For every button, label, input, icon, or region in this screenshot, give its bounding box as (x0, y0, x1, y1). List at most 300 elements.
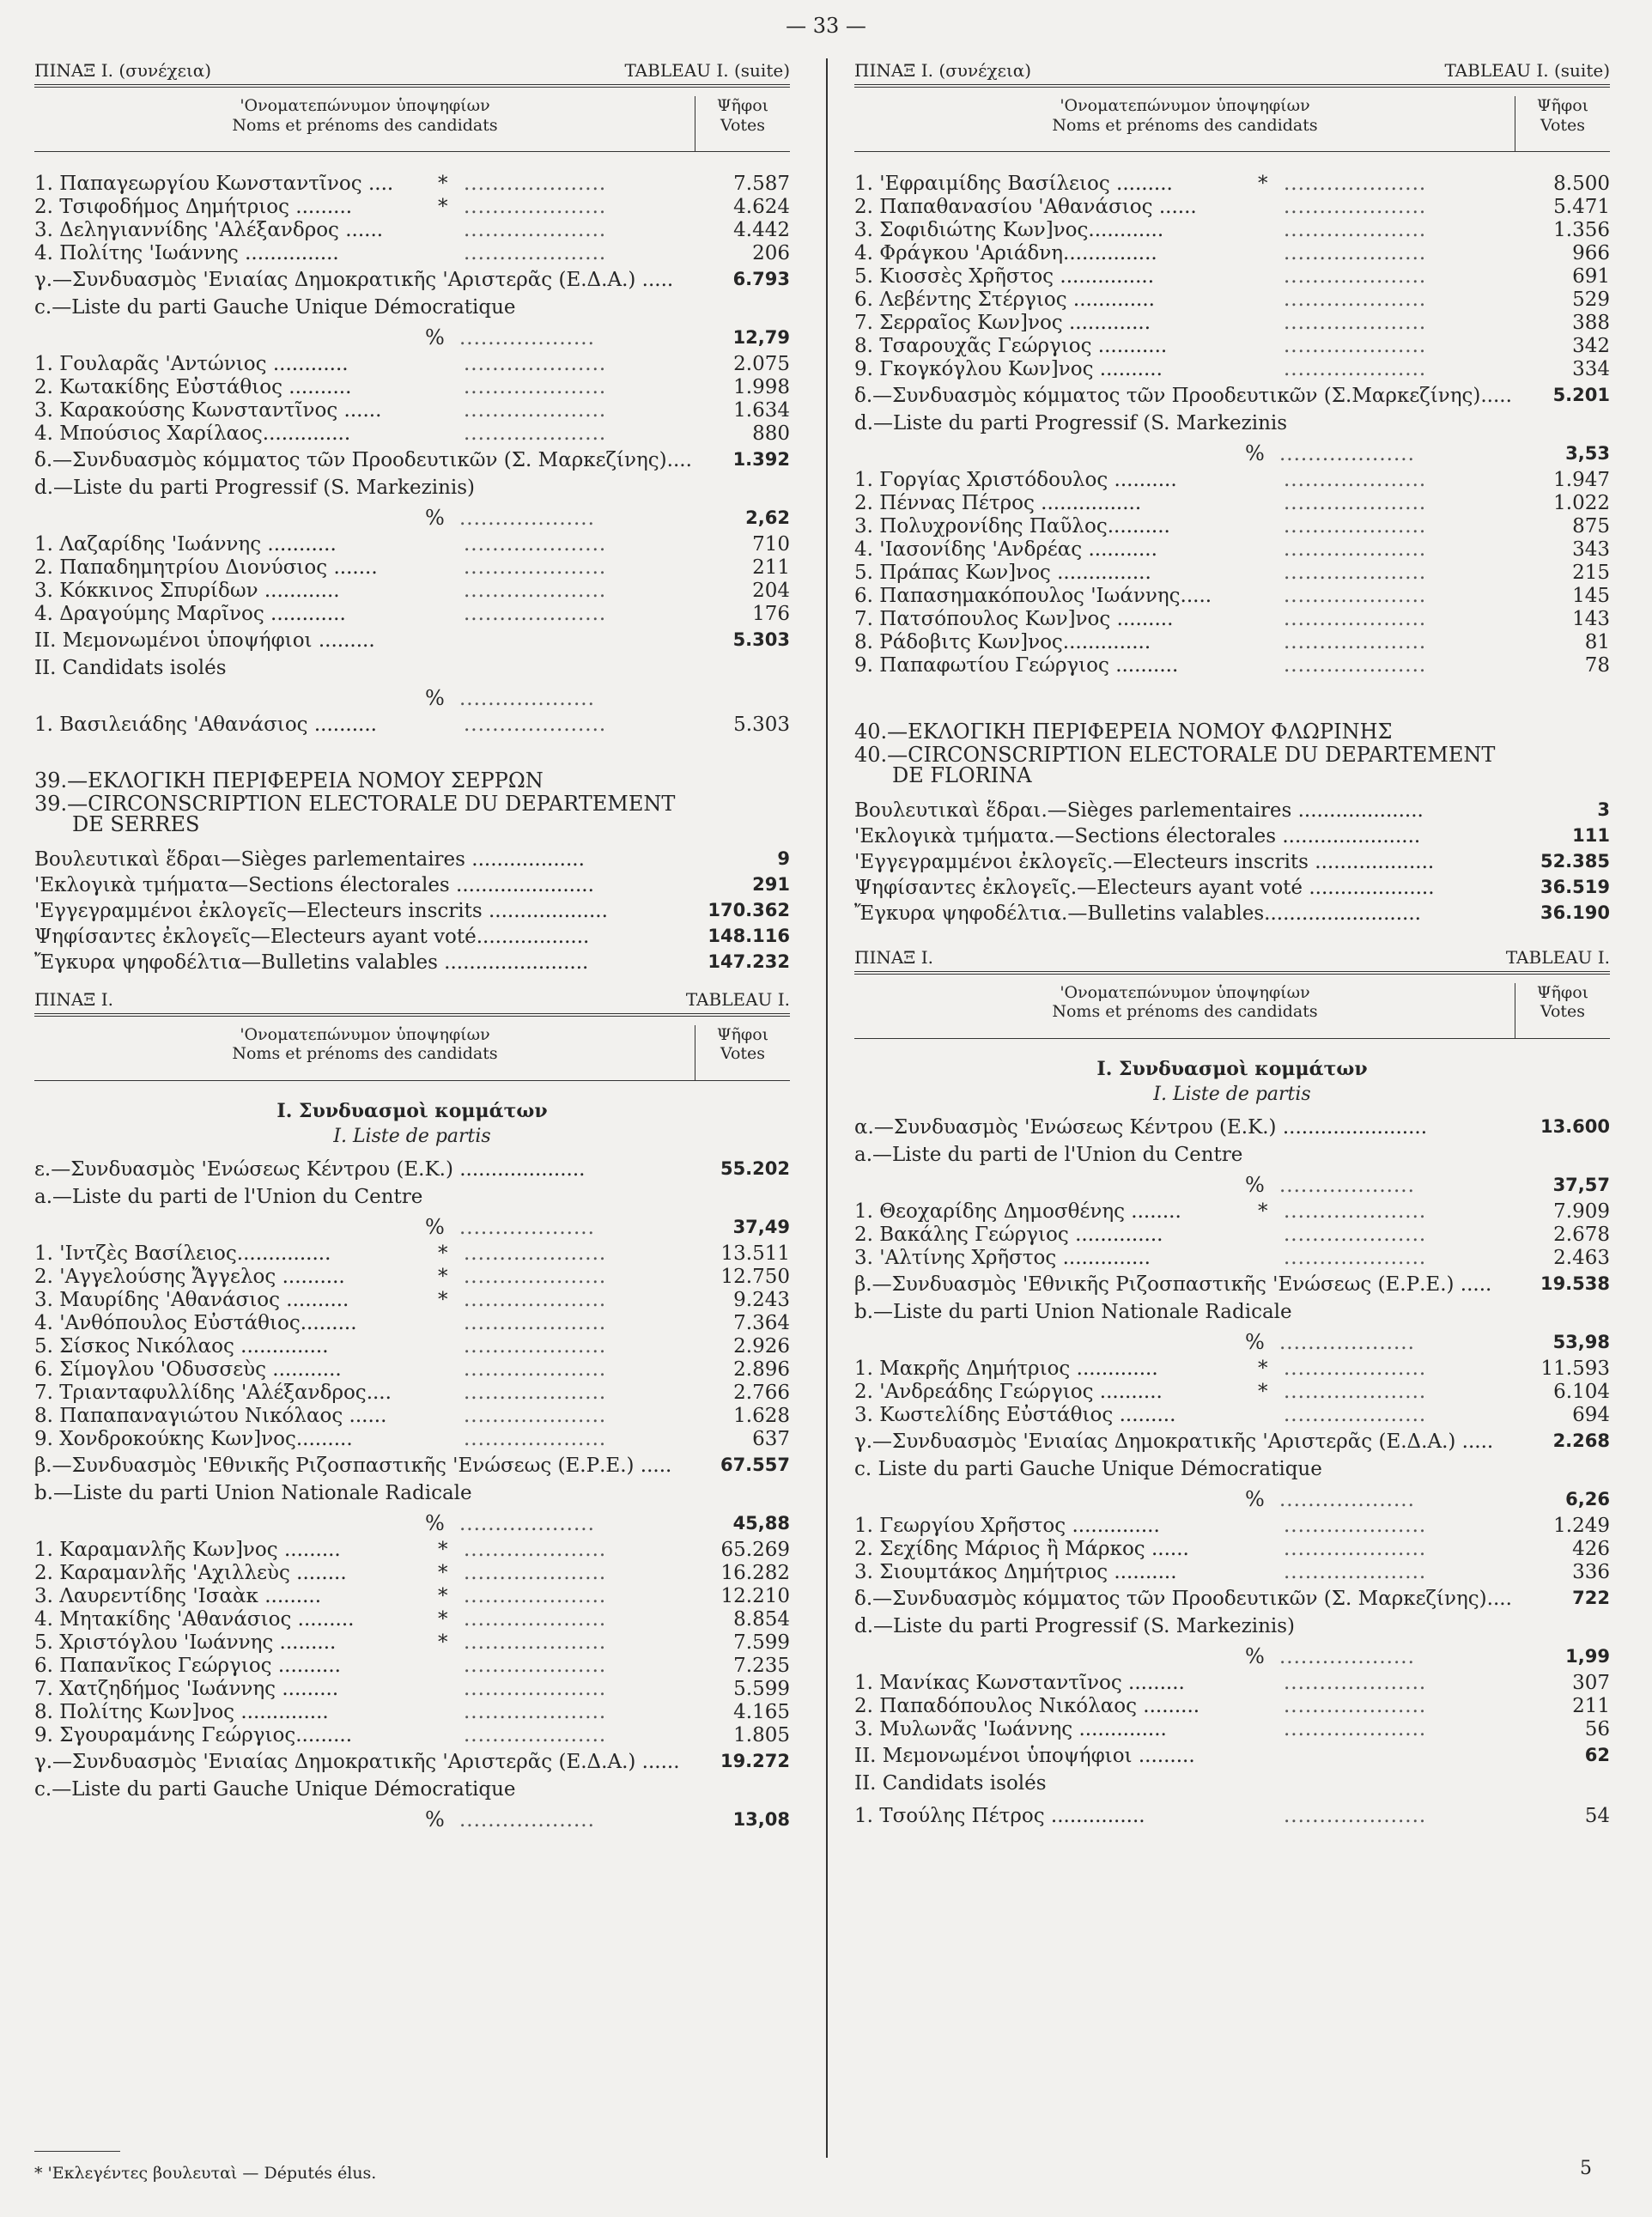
candidate-votes: 12.750 (720, 1265, 790, 1288)
table-label-fr: TABLEAU I. (1505, 946, 1610, 968)
candidate-votes: 2.766 (733, 1381, 790, 1404)
percent-value: 6,26 (1565, 1488, 1610, 1509)
candidate-row (34, 1289, 790, 1312)
elected-marker: * (438, 1242, 448, 1265)
candidate-list (854, 1358, 1610, 1427)
leader-dots: .................... (464, 714, 607, 736)
candidate-name: 2. Παπαδόπουλος Νικόλαος ......... (854, 1694, 1200, 1717)
candidate-name: 7. Χατζηδήμος 'Ιωάννης ......... (34, 1677, 339, 1700)
votes-header-gr: Ψῆφοι (716, 96, 769, 115)
candidate-votes: 12.210 (720, 1584, 790, 1607)
district-title-fr-cont: DE SERRES (72, 811, 200, 836)
votes-column-header (695, 1025, 790, 1080)
party-votes: 2.268 (1552, 1430, 1610, 1451)
leader-dots: .................... (1284, 196, 1427, 218)
party-heading (34, 1747, 790, 1775)
leader-dots: .................... (464, 1427, 607, 1450)
leader-dots: .................... (1284, 538, 1427, 561)
candidate-row (854, 492, 1610, 515)
candidate-votes: 307 (1572, 1671, 1610, 1694)
votes-column-header (695, 96, 790, 151)
candidate-votes: 336 (1572, 1560, 1610, 1583)
candidate-row (854, 1718, 1610, 1741)
candidate-votes: 5.599 (733, 1677, 790, 1700)
candidate-list (854, 1515, 1610, 1584)
party-percent: % ................... 37,49 (425, 1214, 790, 1239)
leader-dots: .................... (464, 399, 607, 422)
candidates-column-header (854, 983, 1515, 1023)
candidate-list (34, 533, 790, 626)
candidate-name: 1. Μανίκας Κωνσταντῖνος ......... (854, 1671, 1185, 1694)
candidate-votes: 215 (1572, 562, 1610, 584)
stat-value: 148.116 (708, 925, 790, 946)
candidate-row (34, 242, 790, 265)
candidate-votes: 4.442 (733, 219, 790, 241)
leader-dots: .................... (1284, 1717, 1427, 1740)
candidate-row (854, 608, 1610, 631)
party-heading (854, 381, 1610, 409)
stat-value: 52.385 (1540, 850, 1610, 872)
candidate-row (34, 714, 790, 737)
party-percent: % ................... 3,53 (1245, 441, 1610, 465)
isolated-heading-gr: II. Μεμονωμένοι ὑποψήφιοι ......... (854, 1744, 1195, 1767)
leader-dots: .................... (464, 1334, 607, 1358)
party-votes: 1.392 (732, 449, 790, 470)
leader-dots: .................... (464, 376, 607, 398)
stat-value: 3 (1597, 799, 1610, 820)
candidate-votes: 176 (752, 603, 790, 625)
candidate-name: 1. Λαζαρίδης 'Ιωάννης ........... (34, 533, 337, 556)
candidate-votes: 1.022 (1553, 492, 1610, 514)
party-name-fr: d.—Liste du parti Progressif (S. Markezinis) (854, 1614, 1296, 1637)
candidate-votes: 5.471 (1553, 196, 1610, 218)
candidate-row (34, 219, 790, 242)
party-heading (34, 1155, 790, 1182)
percent-value: 13,08 (732, 1808, 790, 1830)
stat-row (854, 823, 1610, 849)
candidate-list (854, 1805, 1610, 1828)
candidate-name: 3. Μυλωνᾶς 'Ιωάννης .............. (854, 1717, 1167, 1740)
isolated-heading (34, 626, 790, 653)
votes-header-gr: Ψῆφοι (1536, 96, 1589, 115)
stat-label: 'Εκλογικὰ τμήματα.—Sections électorales ...................... (854, 824, 1421, 847)
party-name-gr: γ.—Συνδυασμὸς 'Ενιαίας Δημοκρατικῆς 'Αριστερᾶς (Ε.Δ.Α.) ...... (34, 1750, 680, 1773)
candidate-name: 1. Θεοχαρίδης Δημοσθένης ........ (854, 1200, 1181, 1223)
candidate-row (34, 399, 790, 422)
leader-dots: .................... (464, 1607, 607, 1631)
candidate-row (854, 1200, 1610, 1224)
candidate-name: 2. Τσιφοδήμος Δημήτριος ......... (34, 196, 353, 218)
candidate-votes: 1.628 (733, 1404, 790, 1427)
votes-column-header (1515, 983, 1610, 1038)
candidate-name: 8. Παπαπαναγιώτου Νικόλαος ...... (34, 1404, 387, 1427)
leader-dots: .................... (1284, 312, 1427, 334)
candidate-row (854, 219, 1610, 242)
candidate-name: 4. Φράγκου 'Αριάδνη............... (854, 242, 1157, 264)
leader-dots: .................... (464, 1288, 607, 1311)
leader-dots: .................... (1284, 1694, 1427, 1717)
candidate-name: 1. Γεωργίου Χρῆστος .............. (854, 1514, 1160, 1537)
candidate-name: 5. Πράπας Κων]νος ............... (854, 562, 1151, 584)
leader-dots: .................... (464, 1381, 607, 1404)
table-label-fr: TABLEAU I. (suite) (1444, 60, 1610, 81)
leader-dots: .................... (464, 1242, 607, 1265)
stat-label: 'Εγγεγραμμένοι ἐκλογεῖς—Electeurs inscrits ................... (34, 899, 608, 922)
candidate-row (34, 173, 790, 196)
percent-value: 2,62 (745, 507, 790, 528)
party-votes: 55.202 (720, 1157, 790, 1179)
candidate-name: 5. Κιοσσὲς Χρῆστος ............... (854, 265, 1155, 288)
stat-row (854, 849, 1610, 875)
candidate-votes: 7.599 (733, 1631, 790, 1654)
leader-dots: .................... (1284, 358, 1427, 380)
table-header-line (854, 945, 1610, 971)
candidate-name: 4. 'Ιασονίδης 'Ανδρέας ........... (854, 538, 1157, 561)
percent-value: 1,99 (1565, 1645, 1610, 1667)
candidate-name: 2. Παπαθανασίου 'Αθανάσιος ...... (854, 196, 1197, 218)
candidate-list (34, 353, 790, 446)
candidate-name: 6. Λεβέντης Στέργιος ............. (854, 289, 1155, 311)
party-heading (854, 1427, 1610, 1455)
candidate-name: 4. Μπούσιος Χαρίλαος.............. (34, 422, 351, 445)
stat-row (34, 950, 790, 975)
party-name-fr: c.—Liste du parti Gauche Unique Démocratique (34, 296, 516, 319)
table-header-line (854, 58, 1610, 84)
candidate-row (34, 353, 790, 376)
candidate-row (854, 585, 1610, 608)
leader-dots: .................... (464, 1631, 607, 1654)
candidate-row (34, 1585, 790, 1608)
table-label-fr: TABLEAU I. (suite) (624, 60, 790, 81)
candidate-votes: 145 (1572, 585, 1610, 607)
leader-dots: .................... (464, 353, 607, 375)
candidate-name: 3. 'Αλτίνης Χρῆστος .............. (854, 1246, 1151, 1269)
candidate-row (34, 1562, 790, 1585)
candidate-row (34, 1655, 790, 1678)
party-percent: % ................... 53,98 (1245, 1329, 1610, 1354)
percent-value: 53,98 (1552, 1331, 1610, 1352)
candidate-row (854, 1538, 1610, 1561)
party-votes: 6.793 (732, 269, 790, 289)
candidate-row (854, 173, 1610, 196)
candidate-votes: 1.805 (733, 1723, 790, 1746)
candidate-votes: 710 (752, 533, 790, 556)
folio-number: 5 (1580, 2158, 1592, 2179)
candidates-header-fr: Noms et prénoms des candidats (1052, 115, 1318, 135)
leader-dots: .................... (1284, 585, 1427, 607)
leader-dots: .................... (1284, 1560, 1427, 1583)
candidate-name: 3. Πολυχρονίδης Παῦλος.......... (854, 515, 1170, 538)
elected-marker: * (438, 173, 448, 195)
candidate-row (34, 1608, 790, 1631)
candidate-name: 5. Χριστόγλου 'Ιωάννης ......... (34, 1631, 337, 1654)
candidate-row (34, 1312, 790, 1335)
candidate-row (854, 515, 1610, 538)
candidate-name: 7. Πατσόπουλος Κων]νος ......... (854, 608, 1174, 630)
candidate-row (34, 533, 790, 556)
leader-dots: .................... (1284, 242, 1427, 264)
candidate-name: 4. Μητακίδης 'Αθανάσιος ......... (34, 1607, 355, 1631)
party-percent: % ................... 1,99 (1245, 1643, 1610, 1668)
candidate-votes: 9.243 (733, 1288, 790, 1311)
candidate-row (34, 580, 790, 603)
candidate-votes: 13.511 (720, 1242, 790, 1265)
left-column (34, 58, 790, 1835)
candidate-row (854, 1247, 1610, 1270)
candidate-votes: 1.356 (1553, 219, 1610, 241)
candidate-name: 4. Δραγούμης Μαρῖνος ............ (34, 603, 346, 625)
district-stats (854, 798, 1610, 926)
candidate-row (854, 1358, 1610, 1381)
candidate-votes: 7.235 (733, 1654, 790, 1677)
candidate-row (34, 376, 790, 399)
isolated-votes: 5.303 (732, 629, 790, 650)
candidate-name: 6. Σίμογλου 'Οδυσσεὺς ........... (34, 1358, 342, 1381)
candidate-list (854, 1672, 1610, 1741)
candidate-name: 7. Σερραῖος Κων]νος ............. (854, 312, 1151, 334)
candidate-votes: 56 (1584, 1717, 1610, 1740)
leader-dots: .................... (1284, 1380, 1427, 1403)
party-name-gr: δ.—Συνδυασμὸς κόμματος τῶν Προοδευτικῶν (Σ. Μαρκεζίνης).... (854, 1587, 1512, 1610)
party-name-gr: ε.—Συνδυασμὸς 'Ενώσεως Κέντρου (Ε.Κ.) .................... (34, 1157, 586, 1181)
candidates-header-fr: Noms et prénoms des candidats (232, 1044, 498, 1064)
candidate-row (854, 654, 1610, 677)
leader-dots: .................... (464, 219, 607, 241)
section-heading-fr: I. Liste de partis (333, 1125, 491, 1147)
district-title-fr: 39.—CIRCONSCRIPTION ELECTORALE DU DEPARTEMENT (34, 791, 676, 816)
leader-dots: .................... (1284, 469, 1427, 491)
candidate-name: 9. Σγουραμάνης Γεώργιος......... (34, 1723, 353, 1746)
party-percent: % ................... 45,88 (425, 1510, 790, 1535)
candidate-name: 1. Παπαγεωργίου Κωνσταντῖνος .... (34, 173, 394, 195)
candidate-name: 1. Μακρῆς Δημήτριος ............. (854, 1357, 1158, 1380)
candidate-row (854, 1695, 1610, 1718)
candidate-votes: 211 (1572, 1694, 1610, 1717)
candidate-name: 3. Σοφιδιώτης Κων]νος............ (854, 219, 1164, 241)
party-name-fr: d.—Liste du parti Progressif (S. Markezinis (854, 412, 1288, 434)
candidate-name: 3. Λαυρεντίδης 'Ισαὰκ ......... (34, 1584, 322, 1607)
elected-marker: * (438, 1607, 448, 1631)
candidate-name: 2. 'Ανδρεάδης Γεώργιος .......... (854, 1380, 1163, 1403)
stat-value: 147.232 (708, 951, 790, 972)
candidate-name: 8. Ράδοβιτς Κων]νος.............. (854, 631, 1151, 653)
party-heading (34, 1451, 790, 1479)
party-name-gr: γ.—Συνδυασμὸς 'Ενιαίας Δημοκρατικῆς 'Αριστερᾶς (Ε.Δ.Α.) ..... (854, 1430, 1494, 1453)
column-divider (826, 58, 828, 2158)
stat-value: 170.362 (708, 899, 790, 920)
candidate-votes: 8.854 (733, 1607, 790, 1631)
candidate-votes: 8.500 (1553, 173, 1610, 195)
party-percent: % ................... 2,62 (425, 506, 790, 530)
candidate-row (854, 1561, 1610, 1584)
leader-dots: .................... (1284, 1537, 1427, 1560)
candidate-name: 8. Τσαρουχᾶς Γεώργιος ........... (854, 335, 1168, 357)
elected-marker: * (438, 1584, 448, 1607)
candidate-name: 2. Κωτακίδης Εὐστάθιος .......... (34, 376, 352, 398)
votes-header-fr: Votes (1540, 115, 1586, 135)
candidate-votes: 4.624 (733, 196, 790, 218)
leader-dots: .................... (1284, 335, 1427, 357)
candidates-header-gr: 'Ονοματεπώνυμον ὑποψηφίων (1060, 982, 1310, 1002)
candidate-votes: 2.896 (733, 1358, 790, 1381)
candidate-list (34, 1539, 790, 1747)
candidate-name: 3. Μαυρίδης 'Αθανάσιος .......... (34, 1288, 349, 1311)
stat-label: Ψηφίσαντες ἐκλογεῖς—Electeurs ayant voté.................. (34, 925, 590, 948)
candidates-column-header (34, 96, 695, 136)
leader-dots: .................... (1284, 562, 1427, 584)
candidate-votes: 81 (1584, 631, 1610, 653)
candidate-votes: 426 (1572, 1537, 1610, 1560)
candidate-name: 1. Βασιλειάδης 'Αθανάσιος .......... (34, 714, 377, 736)
table-label-fr: TABLEAU I. (685, 988, 790, 1010)
elected-marker: * (1258, 1357, 1268, 1380)
district-stats (34, 847, 790, 975)
district-title-fr: 40.—CIRCONSCRIPTION ELECTORALE DU DEPARTEMENT (854, 742, 1496, 767)
candidate-votes: 7.587 (733, 173, 790, 195)
party-name-gr: δ.—Συνδυασμὸς κόμματος τῶν Προοδευτικῶν (Σ. Μαρκεζίνης).... (34, 449, 692, 471)
party-votes: 67.557 (720, 1454, 790, 1475)
candidate-name: 9. Παπαφωτίου Γεώργιος .......... (854, 654, 1179, 677)
stat-row (34, 847, 790, 872)
candidate-row (34, 422, 790, 446)
candidate-name: 8. Πολίτης Κων]νος .............. (34, 1700, 329, 1723)
candidate-name: 4. 'Ανθόπουλος Εὐστάθιος......... (34, 1311, 357, 1334)
candidate-votes: 143 (1572, 608, 1610, 630)
stat-label: Βουλευτικαὶ ἕδραι.—Sièges parlementaires .................... (854, 799, 1424, 822)
candidate-row (854, 358, 1610, 381)
right-column (854, 58, 1610, 1828)
elected-marker: * (438, 1631, 448, 1654)
leader-dots: .................... (464, 603, 607, 625)
candidate-votes: 388 (1572, 312, 1610, 334)
candidate-name: 9. Χονδροκούκης Κων]νος......... (34, 1427, 353, 1450)
candidate-list (854, 173, 1610, 381)
candidate-votes: 880 (752, 422, 790, 445)
candidate-name: 3. Σιουμτάκος Δημήτριος .......... (854, 1560, 1177, 1583)
candidate-name: 9. Γκογκόγλου Κων]νος .......... (854, 358, 1163, 380)
section-heading-gr: Ι. Συνδυασμοὶ κομμάτων (276, 1099, 548, 1122)
candidate-list (854, 469, 1610, 677)
leader-dots: .................... (1284, 173, 1427, 195)
candidate-name: 3. Κωστελίδης Εὐστάθιος ......... (854, 1403, 1176, 1426)
party-votes: 5.201 (1552, 385, 1610, 405)
candidate-row (854, 196, 1610, 219)
candidate-name: 2. Παπαδημητρίου Διονύσιος ....... (34, 556, 378, 579)
candidate-votes: 334 (1572, 358, 1610, 380)
party-name-gr: δ.—Συνδυασμὸς κόμματος τῶν Προοδευτικῶν (Σ.Μαρκεζίνης)..... (854, 385, 1512, 407)
district-title-fr-cont: DE FLORINA (892, 762, 1032, 787)
candidate-votes: 529 (1572, 289, 1610, 311)
leader-dots: .................... (464, 1265, 607, 1288)
party-heading (854, 1584, 1610, 1612)
candidate-name: 1. 'Εφραιμίδης Βασίλειος ......... (854, 173, 1173, 195)
leader-dots: .................... (1284, 265, 1427, 288)
table-header-line (34, 58, 790, 84)
candidate-row (34, 1678, 790, 1701)
candidate-row (854, 562, 1610, 585)
candidate-votes: 691 (1572, 265, 1610, 288)
stat-value: 111 (1572, 824, 1610, 846)
candidate-name: 4. Πολίτης 'Ιωάννης ............... (34, 242, 339, 264)
stat-label: Ἔγκυρα ψηφοδέλτια.—Bulletins valables......................... (854, 902, 1421, 925)
table-label-gr: ΠΙΝΑΞ Ι. (συνέχεια) (854, 60, 1032, 81)
candidates-column-header (34, 1025, 695, 1065)
district-title-gr: 40.—ΕΚΛΟΓΙΚΗ ΠΕΡΙΦΕΡΕΙΑ ΝΟΜΟΥ ΦΛΩΡΙΝΗΣ (854, 720, 1393, 744)
leader-dots: .................... (1284, 654, 1427, 677)
leader-dots: .................... (1284, 289, 1427, 311)
candidate-votes: 342 (1572, 335, 1610, 357)
candidate-name: 2. Σεχίδης Μάριος ἢ Μάρκος ...... (854, 1537, 1189, 1560)
elected-marker: * (438, 1265, 448, 1288)
leader-dots: .................... (1284, 1514, 1427, 1537)
party-percent: % ................... 12,79 (425, 325, 790, 349)
leader-dots: .................... (464, 173, 607, 195)
stat-label: 'Εκλογικὰ τμήματα—Sections électorales ...................... (34, 873, 594, 896)
leader-dots: .................... (1284, 515, 1427, 538)
candidate-row (34, 1701, 790, 1724)
stat-row (34, 872, 790, 898)
table-column-header (34, 84, 790, 152)
isolated-heading-fr: II. Candidats isolés (854, 1771, 1047, 1795)
leader-dots: .................... (464, 196, 607, 218)
candidate-name: 2. 'Αγγελούσης Ἄγγελος .......... (34, 1265, 345, 1288)
candidates-header-gr: 'Ονοματεπώνυμον ὑποψηφίων (240, 96, 490, 115)
section-heading-fr: I. Liste de partis (1153, 1083, 1311, 1105)
votes-header-gr: Ψῆφοι (1536, 982, 1589, 1002)
leader-dots: .................... (464, 1404, 607, 1427)
candidate-list (854, 1200, 1610, 1270)
party-heading (854, 1113, 1610, 1140)
candidate-list (34, 173, 790, 265)
district-title-gr: 39.—ΕΚΛΟΓΙΚΗ ΠΕΡΙΦΕΡΕΙΑ ΝΟΜΟΥ ΣΕΡΡΩΝ (34, 768, 544, 793)
party-percent: % ................... 37,57 (1245, 1172, 1610, 1197)
candidate-votes: 6.104 (1553, 1380, 1610, 1403)
candidate-votes: 54 (1584, 1804, 1610, 1827)
stat-label: Βουλευτικαὶ ἕδραι—Sièges parlementaires .................. (34, 847, 585, 871)
leader-dots: .................... (464, 1358, 607, 1381)
candidates-header-fr: Noms et prénoms des candidats (232, 115, 498, 135)
candidate-name: 2. Καραμανλῆς 'Αχιλλεὺς ........ (34, 1561, 347, 1584)
candidate-votes: 875 (1572, 515, 1610, 538)
leader-dots: .................... (464, 580, 607, 602)
stat-row (34, 898, 790, 924)
candidate-row (34, 556, 790, 580)
leader-dots: .................... (1284, 219, 1427, 241)
candidate-row (34, 1539, 790, 1562)
candidate-list (34, 714, 790, 737)
leader-dots: .................... (464, 1677, 607, 1700)
leader-dots: .................... (1284, 1223, 1427, 1246)
table-column-header (854, 84, 1610, 152)
candidate-votes: 2.678 (1553, 1223, 1610, 1246)
candidates-column-header (854, 96, 1515, 136)
table-label-gr: ΠΙΝΑΞ Ι. (συνέχεια) (34, 60, 212, 81)
leader-dots: .................... (464, 422, 607, 445)
percent-value: 37,57 (1552, 1174, 1610, 1195)
party-name-fr: a.—Liste du parti de l'Union du Centre (854, 1143, 1243, 1166)
footnote: * 'Εκλεγέντες βουλευταὶ — Députés élus. (34, 2164, 377, 2183)
candidate-row (34, 196, 790, 219)
candidate-row (34, 1724, 790, 1747)
candidate-votes: 5.303 (733, 714, 790, 736)
candidate-row (854, 312, 1610, 335)
leader-dots: .................... (1284, 1357, 1427, 1380)
votes-header-gr: Ψῆφοι (716, 1024, 769, 1044)
elected-marker: * (1258, 1380, 1268, 1403)
candidate-votes: 204 (752, 580, 790, 602)
candidate-row (34, 603, 790, 626)
leader-dots: .................... (1284, 631, 1427, 653)
